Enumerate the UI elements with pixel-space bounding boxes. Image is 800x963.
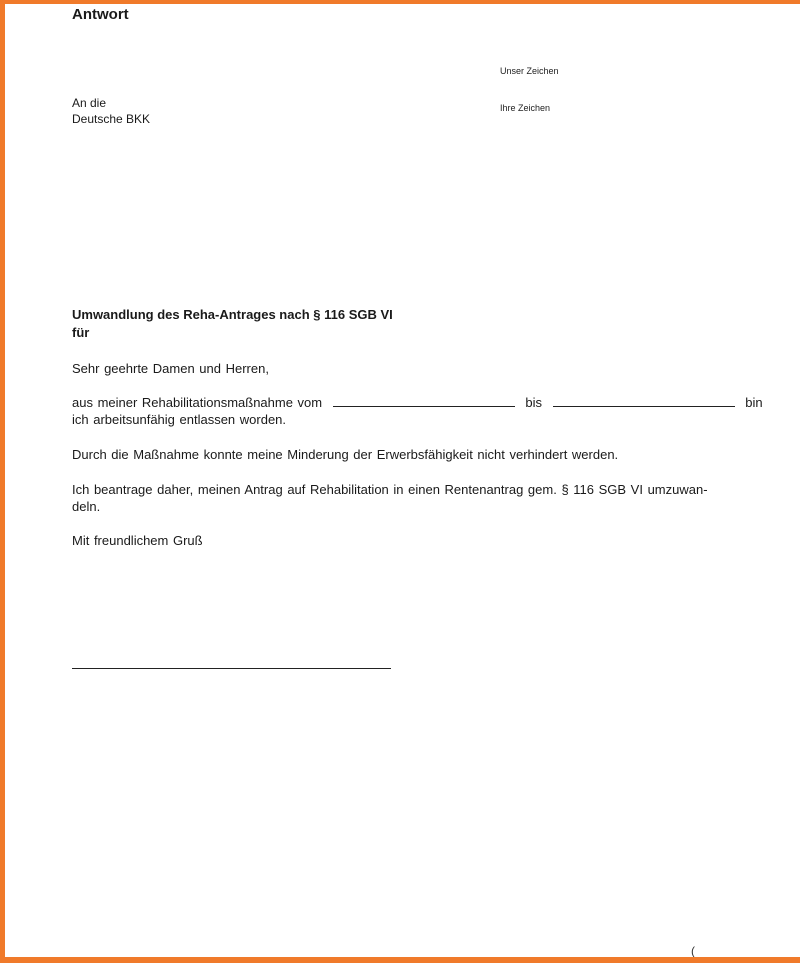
subject-line-1: Umwandlung des Reha-Antrages nach § 116 SGB VI	[72, 307, 393, 322]
letter-page	[5, 4, 800, 957]
subject-line-2: für	[72, 325, 90, 340]
our-reference-label: Unser Zeichen	[500, 66, 559, 76]
paragraph-1-text-c: bin	[745, 395, 763, 410]
recipient-line-2: Deutsche BKK	[72, 112, 151, 126]
paragraph-1-text-a: aus meiner Rehabilitationsmaßnahme vom	[72, 395, 323, 410]
date-to-field[interactable]	[553, 395, 735, 407]
paragraph-2: Durch die Maßnahme konnte meine Minderung der Erwerbsfähigkeit nicht verhindert werden.	[72, 447, 619, 462]
corner-mark: (	[691, 944, 695, 957]
closing: Mit freundlichem Gruß	[72, 533, 203, 548]
paragraph-1-line-2: ich arbeitsunfähig entlassen worden.	[72, 412, 287, 427]
paragraph-1-text-b: bis	[525, 395, 542, 410]
signature-line[interactable]	[72, 668, 391, 669]
recipient-line-1: An die	[72, 96, 107, 110]
your-reference-label: Ihre Zeichen	[500, 103, 551, 113]
letter-heading: Antwort	[72, 6, 129, 23]
paragraph-1-line-1	[72, 395, 763, 410]
salutation: Sehr geehrte Damen und Herren,	[72, 361, 269, 376]
paragraph-3-line-2: deln.	[72, 499, 101, 514]
date-from-field[interactable]	[333, 395, 515, 407]
paragraph-3-line-1: Ich beantrage daher, meinen Antrag auf Rehabilitation in einen Rentenantrag gem. § 116 SGB VI umzuwan-	[72, 482, 708, 497]
